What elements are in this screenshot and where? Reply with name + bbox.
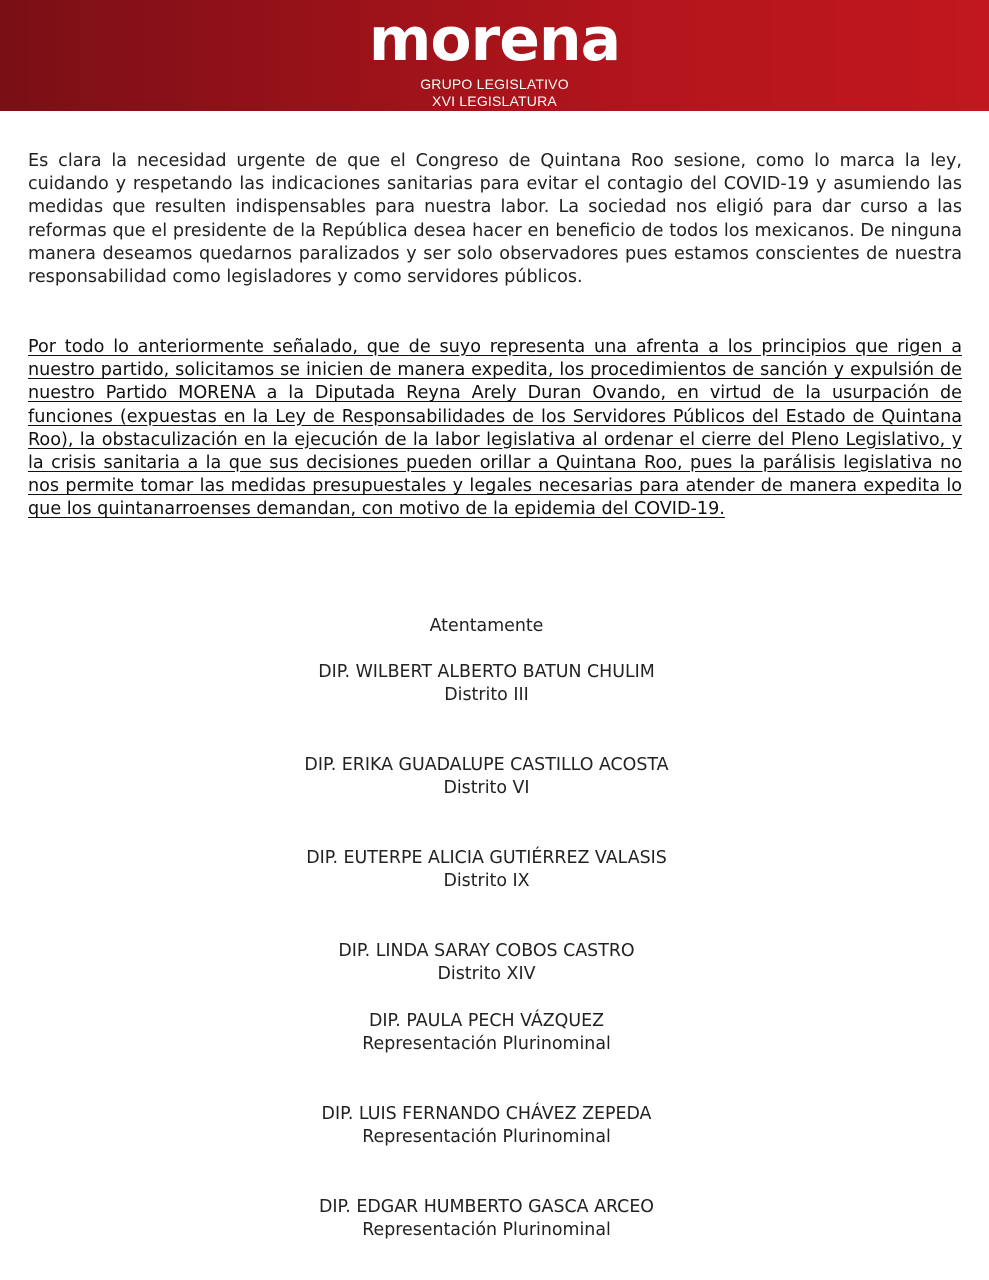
signatory-name: DIP. WILBERT ALBERTO BATUN CHULIM [318, 662, 655, 682]
signatory-name: DIP. ERIKA GUADALUPE CASTILLO ACOSTA [304, 755, 669, 775]
signatory-district: Distrito III [444, 685, 529, 705]
header-group-label: GRUPO LEGISLATIVO [420, 76, 569, 92]
header-banner [0, 0, 989, 111]
signatory-district: Representación Plurinominal [362, 1220, 611, 1240]
header-legislature-label: XVI LEGISLATURA [432, 93, 557, 109]
signature-block [0, 847, 973, 893]
signatory-district: Distrito VI [443, 778, 530, 798]
body-paragraph-1: Es clara la necesidad urgente de que el Congreso de Quintana Roo sesione, como lo marca la ley, cuidando y respetando las indicaciones sanitarias para evitar el contagio del COVID-19 y asumiendo las medidas que resulten indispensables para nuestra labor. La sociedad nos eligió para dar curso a las reformas que el presidente de la República desea hacer en beneficio de todos los mexicanos. De ninguna manera deseamos quedarnos paralizados y ser solo observadores pues estamos conscientes de nuestra responsabilidad como legisladores y como servidores públicos. [28, 151, 962, 288]
signature-block [0, 754, 973, 800]
body-paragraph-2: Por todo lo anteriormente señalado, que de suyo representa una afrenta a los principios que rigen a nuestro partido, solicitamos se inicien de manera expedita, los procedimientos de sanción y expulsión de nuestro Partido MORENA a la Diputada Reyna Arely Duran Ovando, en virtud de la usurpación de funciones (expuestas en la Ley de Responsabilidades de los Servidores Públicos del Estado de Quintana Roo), la obstaculización en la ejecución de la labor legislativa al ordenar el cierre del Pleno Legislativo, y la crisis sanitaria a la que sus decisiones pueden orillar a Quintana Roo, pues la parálisis legislativa no nos permite tomar las medidas presupuestales y legales necesarias para atender de manera expedita lo que los quintanarroenses demandan, con motivo de la epidemia del COVID-19. [28, 337, 962, 520]
signatory-district: Representación Plurinominal [362, 1034, 611, 1054]
closing-salutation: Atentamente [429, 616, 544, 636]
signatory-name: DIP. PAULA PECH VÁZQUEZ [368, 1011, 604, 1031]
signature-block [0, 940, 973, 986]
signatory-district: Distrito XIV [437, 964, 536, 984]
signatory-district: Representación Plurinominal [362, 1127, 611, 1147]
signatory-name: DIP. EDGAR HUMBERTO GASCA ARCEO [318, 1197, 654, 1217]
signatory-name: DIP. LUIS FERNANDO CHÁVEZ ZEPEDA [321, 1104, 652, 1124]
signatory-district: Distrito IX [443, 871, 530, 891]
signature-block [0, 661, 973, 707]
signatory-name: DIP. LINDA SARAY COBOS CASTRO [338, 941, 635, 961]
signature-block [0, 1010, 973, 1056]
morena-logo: morena [368, 5, 621, 75]
signature-block [0, 1103, 973, 1149]
signatory-name: DIP. EUTERPE ALICIA GUTIÉRREZ VALASIS [306, 848, 667, 868]
signature-block [0, 1196, 973, 1242]
